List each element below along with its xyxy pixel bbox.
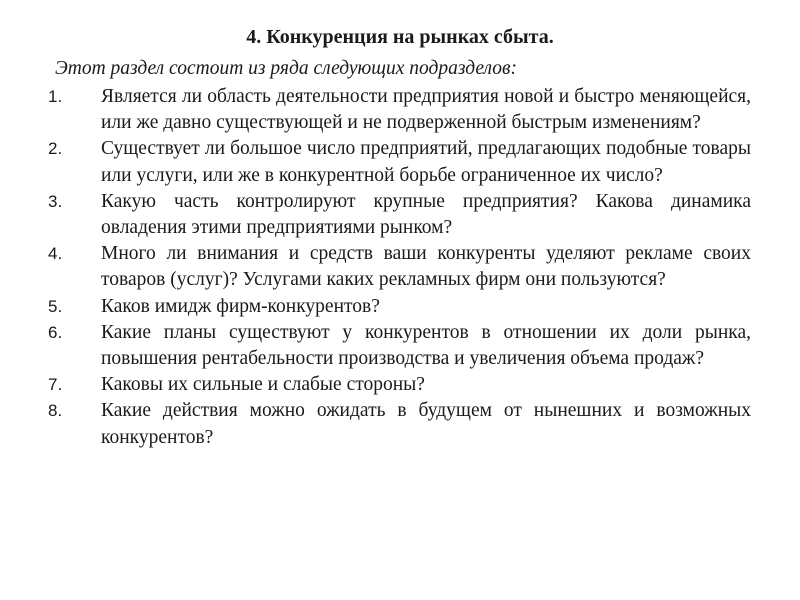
list-item-text: Каков имидж фирм-конкурентов? <box>101 295 380 317</box>
question-list <box>0 84 800 451</box>
list-item <box>0 320 751 372</box>
list-item-number: 1. <box>48 87 63 106</box>
list-item-text: Какие действия можно ожидать в будущем от нынешних и возможных конкурентов? <box>101 400 751 448</box>
list-item-number: 8. <box>48 401 63 421</box>
list-item-text: Какую часть контролируют крупные предприятия? Какова динамика овладения этими предприятиями рынком? <box>101 190 751 239</box>
list-item-number: 2. <box>48 139 63 159</box>
list-item-text: Много ли внимания и средств ваши конкуренты уделяют рекламе своих товаров (услуг)? Услугами каких рекламных фирм они пользуются? <box>101 243 751 291</box>
list-item <box>0 294 751 320</box>
list-item <box>0 136 751 188</box>
list-item-text: Является ли область деятельности предприятия новой и быстро меняющейся, или же давно существующей и не подверженной быстрым изменениям? <box>101 86 751 134</box>
slide-title: 4. Конкуренция на рынках сбыта. <box>246 26 554 48</box>
list-item-number: 5. <box>48 296 63 316</box>
list-item-text: Каковы их сильные и слабые стороны? <box>101 374 425 396</box>
list-item <box>0 84 751 136</box>
list-item-text: Существует ли большое число предприятий, предлагающих подобные товары или услуги, или же в конкурентной борьбе ограниченное их число? <box>101 138 751 186</box>
list-item <box>0 241 751 293</box>
slide-subtitle: Этот раздел состоит из ряда следующих подразделов: <box>55 58 517 79</box>
list-item <box>0 189 751 241</box>
list-item-number: 6. <box>48 322 63 342</box>
list-item <box>0 372 751 398</box>
list-item-number: 7. <box>48 375 63 395</box>
list-item-number: 4. <box>48 244 63 264</box>
list-item-text: Какие планы существуют у конкурентов в отношении их доли рынка, повышения рентабельности производства и увеличения объема продаж? <box>101 321 751 370</box>
list-item-number: 3. <box>48 191 63 211</box>
list-item <box>0 398 751 450</box>
